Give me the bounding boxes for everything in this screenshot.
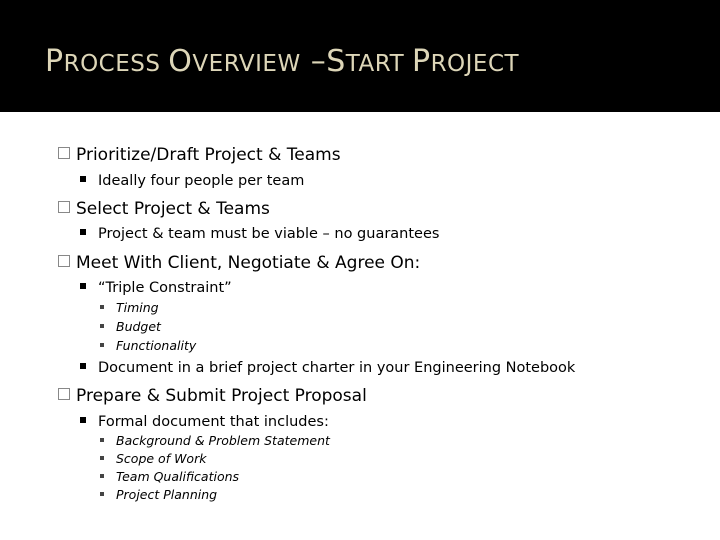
square-bullet-icon: [100, 438, 104, 442]
title-text: ROJECT: [430, 51, 520, 77]
title-cap: S: [326, 44, 346, 79]
sub-sub-bullet-item: [100, 340, 196, 353]
sub-bullet-text: “Triple Constraint”: [98, 280, 232, 296]
square-bullet-icon: [80, 229, 86, 235]
sub-bullet-text: Ideally four people per team: [98, 173, 305, 189]
slide-title: [45, 44, 519, 79]
sub-bullet-item: [80, 415, 329, 430]
bullet-item: [58, 201, 270, 218]
sub-sub-bullet-text: Project Planning: [116, 487, 218, 502]
sub-sub-bullet-item: [100, 302, 159, 315]
title-text: VERVIEW: [192, 51, 301, 77]
title-text: TART: [345, 51, 405, 77]
bullet-text: Prioritize/Draft Project & Teams: [76, 145, 341, 165]
square-bullet-icon: [100, 474, 104, 478]
square-bullet-icon: [58, 255, 70, 267]
sub-sub-bullet-text: Scope of Work: [116, 451, 207, 466]
square-bullet-icon: [100, 305, 104, 309]
sub-sub-bullet-item: [100, 489, 217, 502]
square-bullet-icon: [80, 363, 86, 369]
sub-bullet-item: [80, 361, 575, 376]
square-bullet-icon: [58, 147, 70, 159]
sub-sub-bullet-text: Background & Problem Statement: [116, 433, 330, 448]
sub-bullet-item: [80, 227, 439, 242]
sub-sub-bullet-item: [100, 321, 161, 334]
square-bullet-icon: [80, 176, 86, 182]
title-cap: P: [45, 44, 64, 79]
sub-bullet-item: [80, 174, 304, 189]
sub-sub-bullet-text: Team Qualifications: [116, 469, 240, 484]
square-bullet-icon: [100, 343, 104, 347]
sub-sub-bullet-text: Timing: [116, 300, 159, 315]
square-bullet-icon: [100, 324, 104, 328]
bullet-text: Select Project & Teams: [76, 199, 270, 219]
title-cap: O: [168, 44, 193, 79]
bullet-item: [58, 147, 341, 164]
title-bar: [0, 0, 720, 112]
square-bullet-icon: [80, 283, 86, 289]
bullet-text: Meet With Client, Negotiate & Agree On:: [76, 253, 421, 273]
sub-bullet-text: Formal document that includes:: [98, 414, 329, 430]
sub-bullet-text: Project & team must be viable – no guarantees: [98, 226, 440, 242]
bullet-item: [58, 255, 420, 272]
square-bullet-icon: [80, 417, 86, 423]
bullet-item: [58, 388, 367, 405]
sub-sub-bullet-item: [100, 471, 239, 484]
title-cap: P: [411, 44, 431, 79]
bullet-text: Prepare & Submit Project Proposal: [76, 386, 367, 406]
sub-sub-bullet-item: [100, 453, 206, 466]
sub-sub-bullet-item: [100, 435, 330, 448]
sub-bullet-text: Document in a brief project charter in your Engineering Notebook: [98, 360, 576, 376]
square-bullet-icon: [58, 201, 70, 213]
title-text: ROCESS: [63, 51, 161, 77]
square-bullet-icon: [58, 388, 70, 400]
sub-bullet-item: [80, 281, 232, 296]
square-bullet-icon: [100, 492, 104, 496]
sub-sub-bullet-text: Budget: [116, 319, 161, 334]
title-dash: –: [300, 44, 327, 79]
square-bullet-icon: [100, 456, 104, 460]
sub-sub-bullet-text: Functionality: [116, 338, 197, 353]
